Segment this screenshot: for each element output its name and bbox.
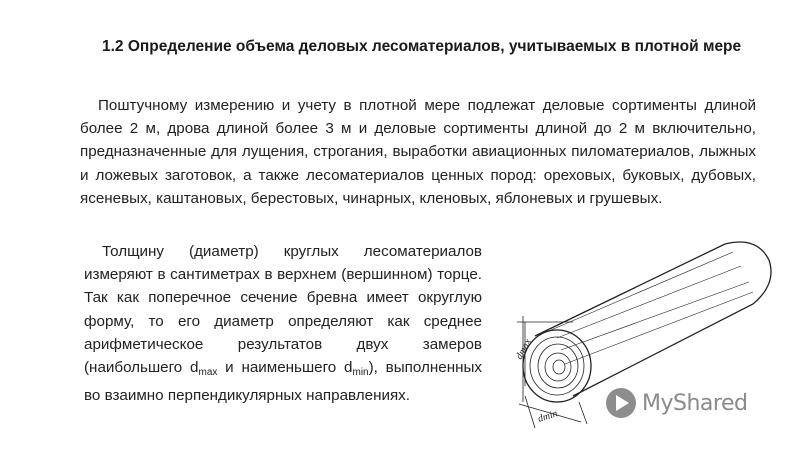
dmax-dimension-line: [517, 316, 573, 402]
myshared-watermark: [606, 386, 747, 420]
dmax-label: dmax: [513, 337, 534, 362]
log-ring-3: [545, 353, 571, 381]
log-ring-4: [553, 360, 565, 374]
paragraph-diameter-text-1: Толщину (диаметр) круглых лесоматериалов измеряют в сантиметрах в верхнем (вершинном) торце. Так как поперечное сечение бревна имеет округлую форму, то его диаметр определяют как среднее арифметическое результатов двух замеров (наибольшего d: [84, 243, 482, 377]
play-circle-icon: [606, 388, 636, 418]
dmin-label: dmin: [536, 408, 559, 425]
log-body-grain: [551, 252, 753, 364]
log-end-outer: [523, 330, 591, 402]
paragraph-diameter: [84, 240, 482, 407]
paragraph-measurement-rules: Поштучному измерению и учету в плотной мере подлежат деловые сортименты длиной более 2 м, дрова длиной более 3 м и деловые сортименты длиной до 2 м включительно, предназначенные для лущения, строгания, выработки авиационных пиломатериалов, лыжных и ложевых заготовок, а также лесоматериалов ценных пород: ореховых, буковых, дубовых, ясеневых, каштановых, берестовых, чинарных, кленовых, яблоневых и грушевых.: [80, 97, 756, 207]
watermark-text: MyShared: [642, 390, 748, 416]
section-title: Определение объема деловых лесоматериалов, учитываемых в плотной мере: [127, 38, 742, 55]
section-heading: [88, 36, 748, 57]
log-body-top: [535, 242, 771, 396]
dmax-subscript: max: [198, 367, 218, 379]
paragraph-diameter-text-3: ), выполненных во взаимно перпендикулярных направлениях.: [84, 359, 482, 405]
paragraph-diameter-text-2: и наименьшего d: [217, 359, 353, 377]
dmin-subscript: min: [352, 367, 369, 379]
section-number: 1.2: [102, 38, 124, 55]
